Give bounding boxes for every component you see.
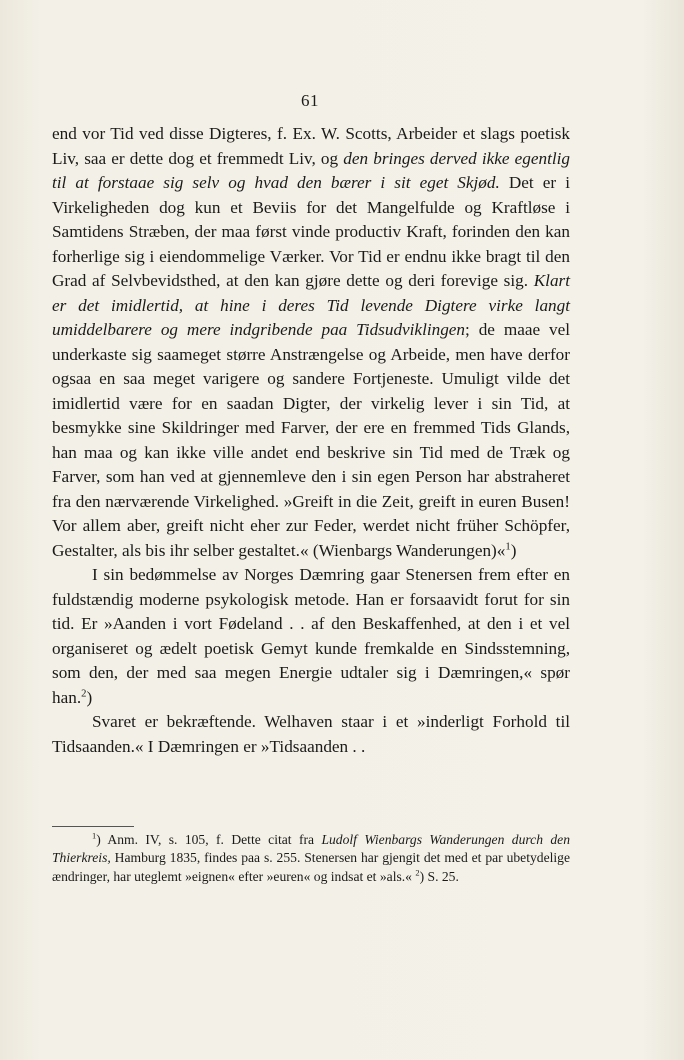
footnote-text: ) S. 25.	[419, 868, 459, 884]
footnote-text: Hamburg 1835, findes paa s. 255. Stenersen har gjengit det med et par ubetydelige ændringer, har uteglemt »eignen« efter »euren« og indsat et »als.«	[52, 850, 570, 884]
italic-run: den bringes derved ikke egentlig til at forstaae sig selv og hvad den bærer i sit eget Skjød.	[52, 148, 570, 192]
text-run: ; de maae vel underkaste sig saameget større Anstrængelse og Arbeide, men have derfor ogsaa en saa meget varigere og sandere Fortjeneste. Umuligt vilde det imidlertid være for en saadan Digter, der virkelig lever i sin Tid, at besmykke sine Skildringer med Farver, der ere en fremmed Tids Glands, han maa og kan ikke ville andet end beskrive sin Tid med de Træk og Farver, som han ved at gjennemleve den i sin egen Person har abstraheret fra den nærværende Virkelighed. »Greift in die Zeit, greift in euren Busen! Vor allem aber, greift nicht eher zur Feder, werdet nicht früher Schöpfer, Gestalter, als bis ihr selber gestaltet.« (Wienbargs Wanderungen)«	[52, 320, 570, 560]
page-number: 61	[301, 91, 319, 110]
text-run: I sin bedømmelse av Norges Dæmring gaar Stenersen frem efter en fuldstændig moderne psykologisk metode. Han er forsaavidt forut for sin tid. Er »Aanden i vort Fødeland . . af den Beskaffenhed, at den i et vel organiseret og ædelt poetisk Gemyt kunde fremkalde en Sindsstemning, som den, der med saa megen Energie udtaler sig i Dæmringen,« spør han.	[52, 565, 570, 707]
italic-run: Klart er det imidlertid, at hine i deres Tid levende Digtere virke langt umiddelbarere og mere indgribende paa Tidsudviklingen	[52, 271, 570, 339]
paragraph	[52, 122, 570, 563]
text-run: )	[510, 540, 517, 560]
footnote-ref: 1	[505, 540, 511, 552]
text-run: Svaret er bekræftende. Welhaven staar i et »inderligt Forhold til Tidsaanden.« I Dæmringen er »Tidsaanden . .	[52, 712, 570, 756]
footnote-marker: 1	[92, 830, 97, 841]
body-text	[52, 122, 570, 759]
footnote-italic: Ludolf Wienbargs Wanderungen durch den Thierkreis,	[52, 832, 571, 866]
paragraph	[52, 563, 570, 710]
footnotes	[52, 831, 570, 886]
paragraph	[52, 710, 570, 759]
text-run: Det er i Virkeligheden dog kun et Beviis for det Mangelfulde og Kraftløse i Samtidens Stræben, der maa først vinde productiv Kraft, forinden den kan forherlige sig i eiendommelige Værker. Vor Tid er endnu ikke bragt til den Grad af Selvbevidsthed, at den kan gjøre dette og deri forevige sig.	[52, 173, 570, 290]
footnote-divider	[52, 826, 134, 827]
footnote-ref: 2	[81, 687, 87, 699]
footnote-text: ) Anm. IV, s. 105, f. Dette citat fra	[96, 832, 322, 847]
text-run: )	[86, 687, 93, 707]
footnote-marker: 2	[415, 867, 420, 878]
footnote	[52, 831, 570, 886]
text-run: end vor Tid ved disse Digteres, f. Ex. W. Scotts, Arbeider et slags poetisk Liv, saa er dette dog et fremmedt Liv, og	[52, 124, 570, 168]
